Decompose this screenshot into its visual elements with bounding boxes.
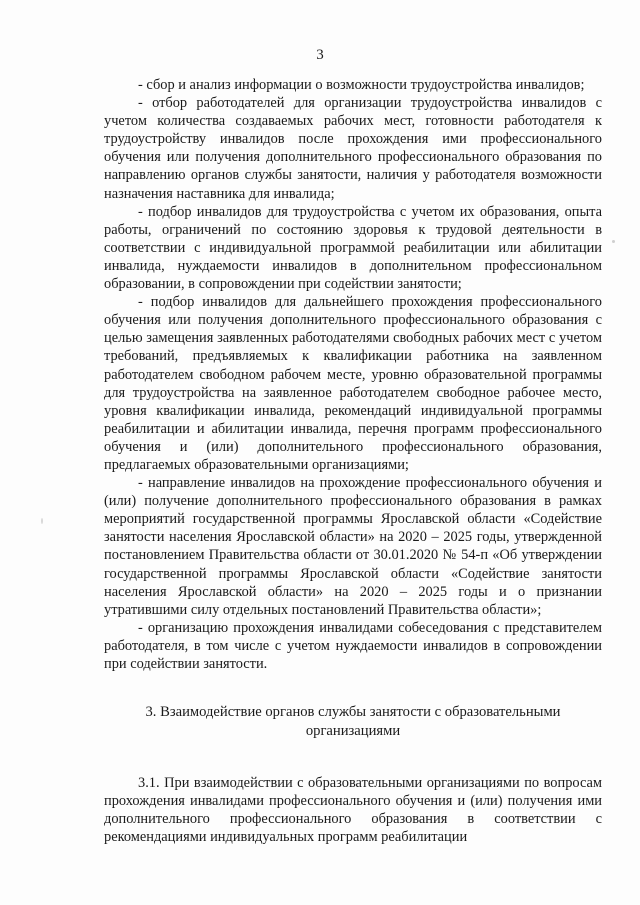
scan-speck xyxy=(612,240,615,243)
section-paragraph: 3.1. При взаимодействии с образовательными организациями по вопросам прохождения инвалидами профессионального обучения и (или) получения ими дополнительного профессионального образования в соответствии с рекомендациями индивидуальных программ реабилитации xyxy=(104,775,602,846)
page-number: 3 xyxy=(316,47,324,63)
list-item: - организацию прохождения инвалидами собеседования с представителем работодателя, в том числе с учетом нуждаемости инвалидов в сопровождении при содействии занятости. xyxy=(104,619,602,672)
document-body xyxy=(104,76,602,846)
list-item: - отбор работодателей для организации трудоустройства инвалидов с учетом количества создаваемых рабочих мест, готовности работодателя к трудоустройству инвалидов после прохождения ими профессионального обучения или получения дополнительного профессионального образования по направлению органов службы занятости, наличия у работодателя возможности назначения наставника для инвалида; xyxy=(104,95,602,202)
section-heading-line: 3. Взаимодействие органов службы занятости с образовательными xyxy=(145,704,561,721)
section-heading xyxy=(104,703,602,740)
section-heading-line: организациями xyxy=(305,722,401,739)
list-item: - подбор инвалидов для дальнейшего прохождения профессионального обучения или получения дополнительного профессионального образования с целью замещения заявленных работодателями свободных рабочих мест с учетом требований, предъявляемых к квалификации работника на заявленном работодателем свободном рабочем месте, уровню образовательной программы для трудоустройства на заявленное работодателем свободное рабочее место, уровня квалификации инвалида, рекомендаций индивидуальной программы реабилитации и абилитации инвалида, перечня программ профессионального обучения и (или) дополнительного профессионального образования, предлагаемых образовательными организациями; xyxy=(104,294,602,473)
list-item: - направление инвалидов на прохождение профессионального обучения и (или) получение дополнительного профессионального образования в рамках мероприятий государственной программы Ярославской области «Содействие занятости населения Ярославской области» на 2020 – 2025 годы, утвержденной постановлением Правительства области от 30.01.2020 № 54-п «Об утверждении государственной программы Ярославской области «Содействие занятости населения Ярославской области» на 2020 – 2025 годы и о признании утратившими силу отдельных постановлений Правительства области»; xyxy=(104,475,602,618)
list-item: - сбор и анализ информации о возможности трудоустройства инвалидов; xyxy=(138,77,585,93)
list-item: - подбор инвалидов для трудоустройства с учетом их образования, опыта работы, ограничений по состоянию здоровья к трудовой деятельности в соответствии с индивидуальной программой реабилитации или абилитации инвалида, нуждаемости инвалидов в дополнительном профессиональном образовании, в сопровождении при содействии занятости; xyxy=(104,203,602,293)
scan-speck xyxy=(41,518,43,524)
